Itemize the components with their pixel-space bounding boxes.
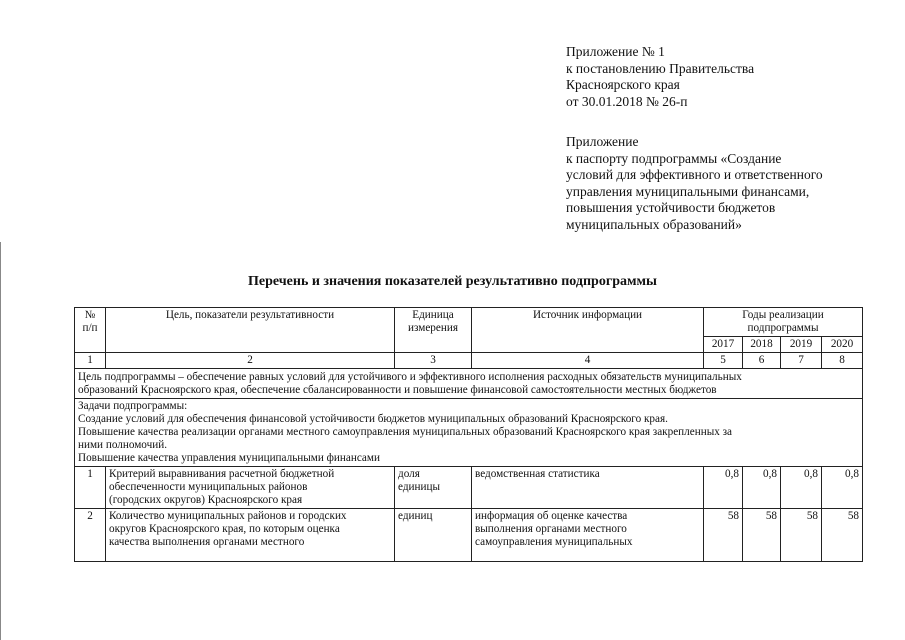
goal-row (75, 369, 863, 399)
annex-line: условий для эффективного и ответственного (566, 167, 823, 182)
value-2020: 58 (822, 509, 863, 562)
tasks-cell (75, 399, 863, 467)
goal-cell (75, 369, 863, 399)
col-number: 2 (106, 353, 395, 369)
header-num: № п/п (75, 308, 106, 353)
annex-reference (566, 134, 823, 233)
annex-line: Приложение (566, 134, 639, 149)
value-2020: 0,8 (822, 467, 863, 509)
indicator-name: Критерий выравнивания расчетной бюджетной обеспеченности муниципальных районов (городских округов) Красноярского края (106, 467, 395, 509)
year-2018: 2018 (743, 337, 781, 353)
approval-line: к постановлению Правительства (566, 60, 755, 76)
header-goal: Цель, показатели результативности (106, 308, 395, 353)
tasks-row (75, 399, 863, 467)
col-number: 6 (743, 353, 781, 369)
value-2017: 0,8 (704, 467, 743, 509)
header-unit: Единица измерения (395, 308, 472, 353)
value-2019: 0,8 (781, 467, 822, 509)
indicator-source: ведомственная статистика (472, 467, 704, 509)
value-2017: 58 (704, 509, 743, 562)
col-number: 3 (395, 353, 472, 369)
value-2019: 58 (781, 509, 822, 562)
indicators-table (74, 307, 863, 562)
annex-line: муниципальных образований» (566, 216, 742, 232)
year-2020: 2020 (822, 337, 863, 353)
col-number: 7 (781, 353, 822, 369)
annex-line: к паспорту подпрограммы «Создание (566, 150, 782, 166)
value-2018: 0,8 (743, 467, 781, 509)
table-row (75, 509, 863, 562)
row-num: 1 (75, 467, 106, 509)
annex-line: повышения устойчивости бюджетов (566, 200, 776, 215)
col-number: 8 (822, 353, 863, 369)
row-num: 2 (75, 509, 106, 562)
scan-edge-line (0, 242, 1, 640)
column-numbers-row (75, 353, 863, 369)
tasks-line: Повышение качества управления муниципальными финансами (78, 452, 380, 464)
annex-line: управления муниципальными финансами, (566, 183, 810, 199)
tasks-line: Повышение качества реализации органами местного самоуправления муниципальных образований Красноярского края закрепленных за (78, 426, 732, 438)
indicator-unit: единиц (395, 509, 472, 562)
header-row (75, 308, 863, 337)
year-2017: 2017 (704, 337, 743, 353)
indicator-name: Количество муниципальных районов и городских округов Красноярского края, по которым оценка качества выполнения органами местного (106, 509, 395, 562)
approval-line: Красноярского края (566, 77, 680, 92)
col-number: 1 (75, 353, 106, 369)
tasks-line: ними полномочий. (78, 439, 168, 451)
indicator-source: информация об оценке качества выполнения органами местного самоуправления муниципальных (472, 509, 704, 562)
goal-line: образований Красноярского края, обеспечение сбалансированности и повышение финансовой самостоятельности местных бюджетов (78, 384, 717, 396)
document-title: Перечень и значения показателей результативно подпрограммы (248, 274, 657, 289)
header-source: Источник информации (472, 308, 704, 353)
table-row (75, 467, 863, 509)
indicator-unit: доля единицы (395, 467, 472, 509)
col-number: 4 (472, 353, 704, 369)
goal-line: Цель подпрограммы – обеспечение равных условий для устойчивого и эффективного исполнения расходных обязательств муниципальных (78, 371, 742, 383)
approval-line: Приложение № 1 (566, 44, 665, 59)
col-number: 5 (704, 353, 743, 369)
approval-reference (566, 44, 754, 110)
tasks-line: Задачи подпрограммы: (78, 400, 188, 412)
value-2018: 58 (743, 509, 781, 562)
header-years: Годы реализации подпрограммы (704, 308, 863, 337)
year-2019: 2019 (781, 337, 822, 353)
tasks-line: Создание условий для обеспечения финансовой устойчивости бюджетов муниципальных образований Красноярского края. (78, 413, 668, 425)
approval-line: от 30.01.2018 № 26-п (566, 93, 688, 109)
